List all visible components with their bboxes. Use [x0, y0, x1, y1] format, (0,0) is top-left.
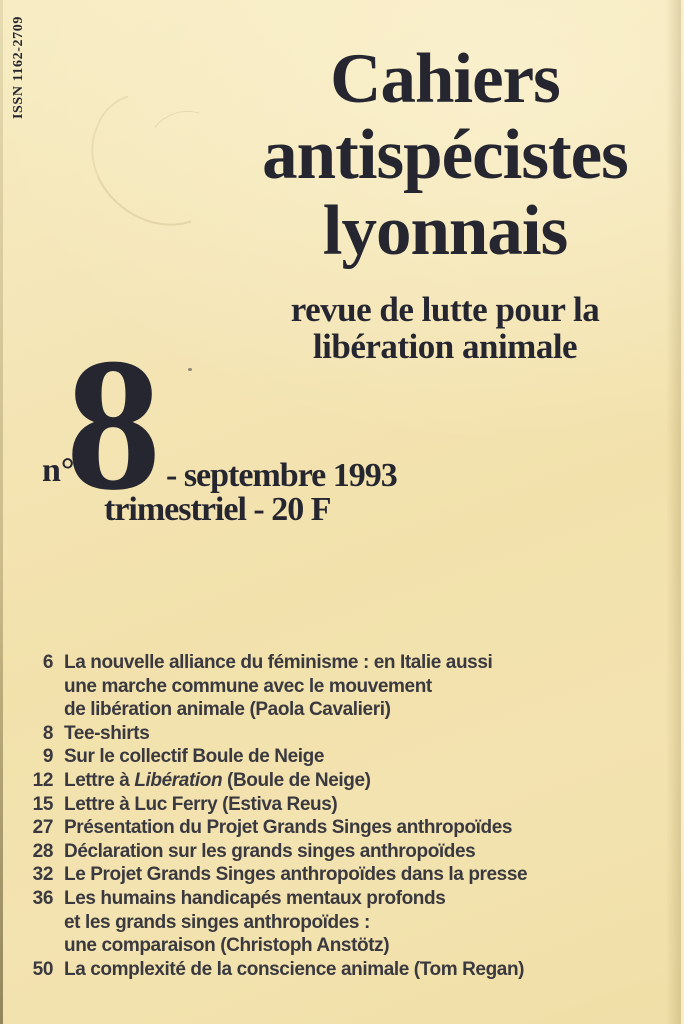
toc-entry-title [64, 958, 640, 982]
toc-page-number: 8 [42, 722, 53, 744]
journal-subtitle [225, 291, 665, 365]
scan-edge-left [0, 0, 3, 1024]
toc-entry-line: La nouvelle alliance du féminisme : en Italie aussi [64, 652, 493, 673]
issue-date: - septembre 1993 [166, 457, 397, 494]
issue-frequency-price: trimestriel - 20 F [104, 491, 331, 528]
toc-entry-line: Lettre à Libération (Boule de Neige) [64, 769, 371, 791]
toc-entry-line: Tee-shirts [64, 722, 150, 744]
paper-crease-mark [69, 74, 251, 246]
toc-entry-line: Sur le collectif Boule de Neige [64, 746, 325, 768]
toc-entry-title [64, 887, 640, 958]
toc-entry-title [64, 793, 640, 817]
toc-entry-line: Lettre à Luc Ferry (Estiva Reus) [64, 793, 338, 815]
toc-page-number: 9 [42, 746, 53, 768]
toc-entry-line: Les humains handicapés mentaux profonds [64, 887, 446, 909]
toc-entry-title [64, 769, 640, 793]
toc-entry-title [64, 722, 640, 746]
toc-entry-title [64, 745, 640, 769]
toc-item [30, 863, 640, 887]
toc-item [30, 840, 640, 864]
toc-item [30, 958, 640, 982]
journal-title-line-1: Cahiers [330, 40, 560, 118]
issue-number: 8 [66, 320, 161, 530]
toc-item [30, 651, 640, 722]
toc-page-number: 36 [32, 887, 53, 909]
toc-item [30, 816, 640, 840]
toc-entry-line: Présentation du Projet Grands Singes anthropoïdes [64, 817, 513, 839]
table-of-contents [30, 651, 640, 981]
toc-item [30, 769, 640, 793]
journal-subtitle-line-1: revue de lutte pour la [290, 290, 600, 329]
toc-page-number: 12 [32, 769, 53, 791]
toc-entry-line: et les grands singes anthropoïdes : [64, 911, 370, 933]
toc-page-number: 6 [42, 652, 53, 673]
toc-entry-title [64, 863, 640, 887]
toc-item [30, 793, 640, 817]
journal-title [225, 41, 665, 269]
toc-entry-line: Déclaration sur les grands singes anthropoïdes [64, 840, 476, 862]
toc-entry-line: de libération animale (Paola Cavalieri) [64, 699, 391, 721]
journal-title-line-3: lyonnais [322, 192, 568, 270]
journal-subtitle-line-2: libération animale [312, 327, 578, 366]
toc-page-number: 50 [32, 958, 53, 980]
toc-page-number: 15 [32, 793, 53, 815]
toc-entry-title [64, 840, 640, 864]
toc-item [30, 745, 640, 769]
toc-entry-title [64, 816, 640, 840]
toc-item [30, 722, 640, 746]
toc-entry-line: une marche commune avec le mouvement [64, 675, 432, 697]
toc-page-number: 32 [32, 864, 53, 886]
toc-page-number: 27 [32, 817, 53, 839]
toc-entry-line: une comparaison (Christoph Anstötz) [64, 935, 390, 957]
issue-number-label: n° [42, 452, 75, 489]
toc-entry-title [64, 651, 640, 722]
issn-label: ISSN 1162-2709 [11, 16, 26, 119]
paper-speck [188, 368, 192, 371]
toc-entry-line: Le Projet Grands Singes anthropoïdes dans la presse [64, 864, 528, 886]
toc-entry-line: La complexité de la conscience animale (Tom Regan) [64, 958, 525, 980]
toc-page-number: 28 [32, 840, 53, 862]
journal-title-line-2: antispécistes [262, 116, 628, 194]
toc-item [30, 887, 640, 958]
